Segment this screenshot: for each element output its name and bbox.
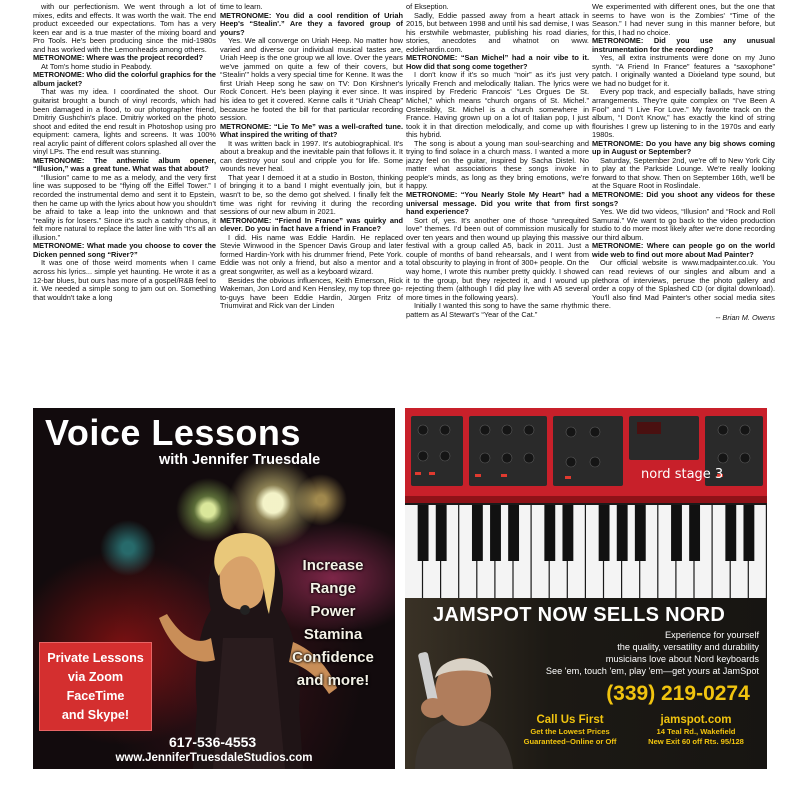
benefits-list — [283, 554, 383, 692]
interview-question: METRONOME: What made you choose to cover the Dicken penned song “River?” — [33, 241, 216, 259]
private-lessons-box — [39, 642, 152, 731]
black-key — [743, 505, 754, 561]
store-address-block — [631, 713, 761, 747]
private-lessons-line: via Zoom — [67, 669, 124, 684]
article-paragraph: Besides the obvious influences, Keith Emerson, Rick Wakeman, Jon Lord and Ken Hensley, my top three go-to-guys have been Eddie Hardin, Jürgen Fritz of Triumvirat and Rick van der Linden — [220, 275, 403, 311]
article-paragraph: Our official website is www.madpainter.co.uk. You can read reviews of our singles and album and a plethora of interviews, peruse the photo gallery and order a copy of the Splashed CD (or digital download). You'll also find Mad Painter's other social media sites there. — [592, 258, 775, 311]
private-lessons-line: and Skype! — [61, 707, 130, 722]
article-column-2 — [220, 3, 403, 398]
interview-question: METRONOME: Who did the colorful graphics for the album jacket? — [33, 70, 216, 88]
private-lessons-line: FaceTime — [66, 688, 125, 703]
tagline-line: Experience for yourself — [665, 630, 759, 640]
benefit-item: and more! — [296, 672, 370, 689]
black-key — [544, 505, 555, 561]
interview-question: METRONOME: You did a cool rendition of Uriah Heep's “Stealin'.” Are they a favored group of yours? — [220, 10, 403, 37]
interview-question: METRONOME: “Friend In France” was quirky and clever. Do you in fact have a friend in France? — [220, 215, 403, 234]
article-paragraph: Yes. We all converge on Uriah Heep. No matter how varied and diverse our individual musical tastes are, Uriah Heep is the one group we all love. Over the years we've jammed on quite a few of their covers, but “Stealin'” holds a very special time for Kenne. It was the first Uriah Heep song he saw on TV: Don Kirshner's Rock Concert. He's been playing it ever since. It was his idea to get it covered. Kenne calls it “Uriah Cheap” because he footed the bill for that particular recording session. — [220, 36, 403, 123]
interview-question: METRONOME: Where can people go on the world wide web to find out more about Mad Painter? — [592, 241, 775, 259]
store-website-link[interactable]: jamspot.com — [660, 714, 732, 726]
store-address-line: 14 Teal Rd., Wakefield — [656, 727, 736, 736]
benefit-item: Confidence — [292, 649, 374, 666]
article-paragraph: time to learn. — [220, 3, 263, 11]
article-paragraph: Yes, all extra instruments were done on my Juno synth. “A Friend In France” features a “saxophone” patch. I originally wanted a Dixieland type sound, but we had no budget for it. — [592, 53, 775, 88]
black-key — [671, 505, 682, 561]
article-paragraph: It was one of those weird moments when I came across his lyrics... simple yet haunting. He wrote it as a 12-bar blues, but ours has more of a gospel/R&B feel to it. We needed a simple song to jam out on. Something that wouldn't take a long — [33, 258, 216, 302]
private-lessons-line: Private Lessons — [47, 650, 144, 665]
black-key — [418, 505, 429, 561]
tagline-line: See 'em, touch 'em, play 'em—get yours at JamSpot — [545, 666, 759, 676]
tagline-line: musicians love about Nord keyboards — [605, 654, 759, 664]
voice-lessons-ad[interactable] — [33, 408, 395, 769]
article-paragraph: That was my idea. I coordinated the shoot. Our guitarist brought a bunch of vinyl records, which had been damaged in a flood, to our photographer friend, Dmitriy Gushchin's place. Dmitriy worked on the photo shoot and edited the end result in Photoshop using pro equipment: camera, lights and screens. It was 100% real acrylic paint of different colors splashed all over the vinyl LPs. The end result was stunning. — [33, 87, 216, 157]
article-paragraph: Yes. We did two videos, “Illusion” and “Rock and Roll Samurai.” We want to go back to the video production studio to do more most likely after we're done recording our third album. — [592, 207, 775, 242]
phone-caller-photo — [405, 634, 517, 769]
article-paragraph: Initially I wanted this song to have the same rhythmic pattern as Al Stewart's “Year of the Cat.” — [406, 301, 589, 319]
black-key — [490, 505, 501, 561]
black-key — [689, 505, 700, 561]
black-key — [617, 505, 628, 561]
jamspot-nord-ad[interactable] — [405, 408, 767, 769]
benefit-item: Range — [310, 580, 356, 597]
ad-instructor-name: with Jennifer Truesdale — [159, 452, 321, 468]
interview-question: METRONOME: “San Michel” had a noir vibe to it. How did that song come together? — [406, 53, 589, 71]
interview-question: METRONOME: The anthemic album opener, “Illusion,” was a great tune. What was that about? — [33, 155, 216, 174]
nord-brand-label: nord stage 3 — [641, 467, 724, 482]
article-paragraph: Sort of, yes. It's another one of those “unrequited love” themes. I'd been out of commission musically for over ten years and then wound up playing this massive festival with a group called A5, back in 2011. Just a couple of months of band rehearsals, and I went from total obscurity to playing in front of 300+ people. On the way home, I wrote this number pretty quickly. I showed it to the group, but they rejected it, and I wound up rejecting them (although I did play live with A5 several more times in the following years). — [406, 215, 589, 302]
article-paragraph: The song is about a young man soul-searching and trying to find solace in a church mass. I wanted a more jazzy feel on the guitar, inspired by Sacha Distel. No matter what associations these songs invoke in people's minds, as long as they bring emotions, we're happy. — [406, 138, 589, 191]
article-paragraph: of Ekseption. — [406, 3, 449, 11]
ad-headline: JAMSPOT NOW SELLS NORD — [433, 604, 726, 626]
call-us-first-block — [510, 713, 630, 747]
article-paragraph: Sadly, Eddie passed away from a heart attack in 2015, but between 1998 and until his sad demise, I was his erstwhile webmaster, publishing his road diaries, stories, anecdotes and whatnot on www. eddiehardin.com. — [406, 10, 589, 54]
article-paragraph: with our perfectionism. We went through a lot of mixes, edits and effects. It was worth the wait. The end product exceeded our expectations. Tom has a very keen ear and is a true master of the mixing board and Pro Tools. He's been producing since the mid-1980s and has worked with the Lemonheads among others. — [33, 3, 216, 54]
benefit-item: Power — [310, 603, 356, 620]
article-paragraph: That year I demoed it at a studio in Boston, thinking of bringing it to a band I might eventually join, but it wasn't to be, so the demo got shelved. I finally felt the time was right for reviving it during the recording sessions of our new album in 2021. — [220, 172, 403, 217]
article-paragraph: “Illusion” came to me as a melody, and the very first line was supposed to be “flying off the Eiffel Tower.” I recorded the instrumental demo and sent it to Epstein, then he came up with the lyrics about how you shouldn't be afraid to take a leap into the unknown and that “reality is for losers.” Since it's such a catchy chorus, it felt more natural to replace the latter line with “It's all an illusion.” — [33, 172, 216, 242]
nord-keyboard-photo — [405, 408, 767, 598]
benefit-item: Stamina — [303, 626, 363, 643]
interview-question: METRONOME: Where was the project recorded? — [33, 53, 204, 63]
article-column-1 — [33, 3, 216, 398]
interview-question: METRONOME: “Lie To Me” was a well-crafted tune. What inspired the writing of that? — [220, 121, 403, 140]
interview-question: METRONOME: Did you shoot any videos for these songs? — [592, 190, 775, 208]
benefit-item: Increase — [302, 557, 364, 574]
black-key — [562, 505, 573, 561]
call-us-first-line: Get the Lowest Prices — [530, 727, 610, 736]
article-paragraph: Saturday, September 2nd, we're off to New York City to play at the Parkside Lounge. We're really looking forward to that show. Then on September 16th, we'll be at the Square Root in Roslindale. — [592, 155, 775, 191]
black-key — [725, 505, 736, 561]
article-paragraph: At Tom's home studio in Peabody. — [41, 61, 152, 71]
article-paragraph: We experimented with different ones, but the one that seems to have won is the Zombies' “Time of the Season.” I had never sung in this manner before, but for this, I had no choice. — [592, 3, 775, 37]
article-paragraph: Every pop track, and especially ballads, have string arrangements. They're quite complex on “I've Been A Fool” and “I Live For Love.” My favorite track on the album, “I Don't Know,” has exactly the kind of string flourishes I grew up listening to in the 1970s and early 1980s. — [592, 87, 775, 140]
tagline-line: the quality, versatility and durability — [617, 642, 759, 652]
ad-tagline — [509, 629, 759, 677]
interview-question: METRONOME: “You Nearly Stole My Heart” had a universal message. Did you write that from first hand experience? — [406, 190, 589, 217]
ad-phone-number[interactable]: 617-536-4553 — [169, 734, 257, 750]
interview-question: METRONOME: Do you have any big shows coming up in August or September? — [592, 138, 775, 157]
article-column-3 — [406, 3, 589, 398]
article-paragraph: I don't know if it's so much “noir” as it's just very lyrically French and melodically Italian. The lyrics were inspired by Frederic Francois' “Les Orgues De St. Michel,” which means “church organs of St. Michel.” Ostensibly, St. Michel is a church somewhere in France. Having grown up on a lot of Italian pop, I just took it in that direction melodically, and come up with this hybrid. — [406, 70, 589, 140]
black-key — [508, 505, 519, 561]
call-us-first-line: Guaranteed–Online or Off — [523, 737, 617, 746]
black-key — [472, 505, 483, 561]
article-paragraph: I did. His name was Eddie Hardin. He replaced Stevie Winwood in the Spencer Davis Group and later formed Hardin-York with his drummer friend, Pete York. Eddie was not only a friend, but also a mentor and a great songwriter, as well as a keyboard wizard. — [220, 232, 403, 276]
article-byline: -- Brian M. Owens — [715, 312, 775, 322]
store-phone-number[interactable]: (339) 219-0274 — [606, 682, 750, 705]
article-paragraph: It was written back in 1997. It's autobiographical. It's about a breakup and the inevitable pain that follows it. It can destroy your soul and cripple you for life. Some wounds never heal. — [220, 138, 403, 174]
black-key — [635, 505, 646, 561]
black-key — [436, 505, 447, 561]
store-address-line: New Exit 60 off Rts. 95/128 — [648, 737, 744, 746]
article-column-4 — [592, 3, 775, 398]
interview-question: METRONOME: Did you use any unusual instrumentation for the recording? — [592, 36, 775, 54]
black-key — [599, 505, 610, 561]
ad-title: Voice Lessons — [45, 412, 301, 453]
ad-website-link[interactable]: www.JenniferTruesdaleStudios.com — [115, 752, 313, 764]
call-us-first-heading: Call Us First — [536, 714, 604, 726]
